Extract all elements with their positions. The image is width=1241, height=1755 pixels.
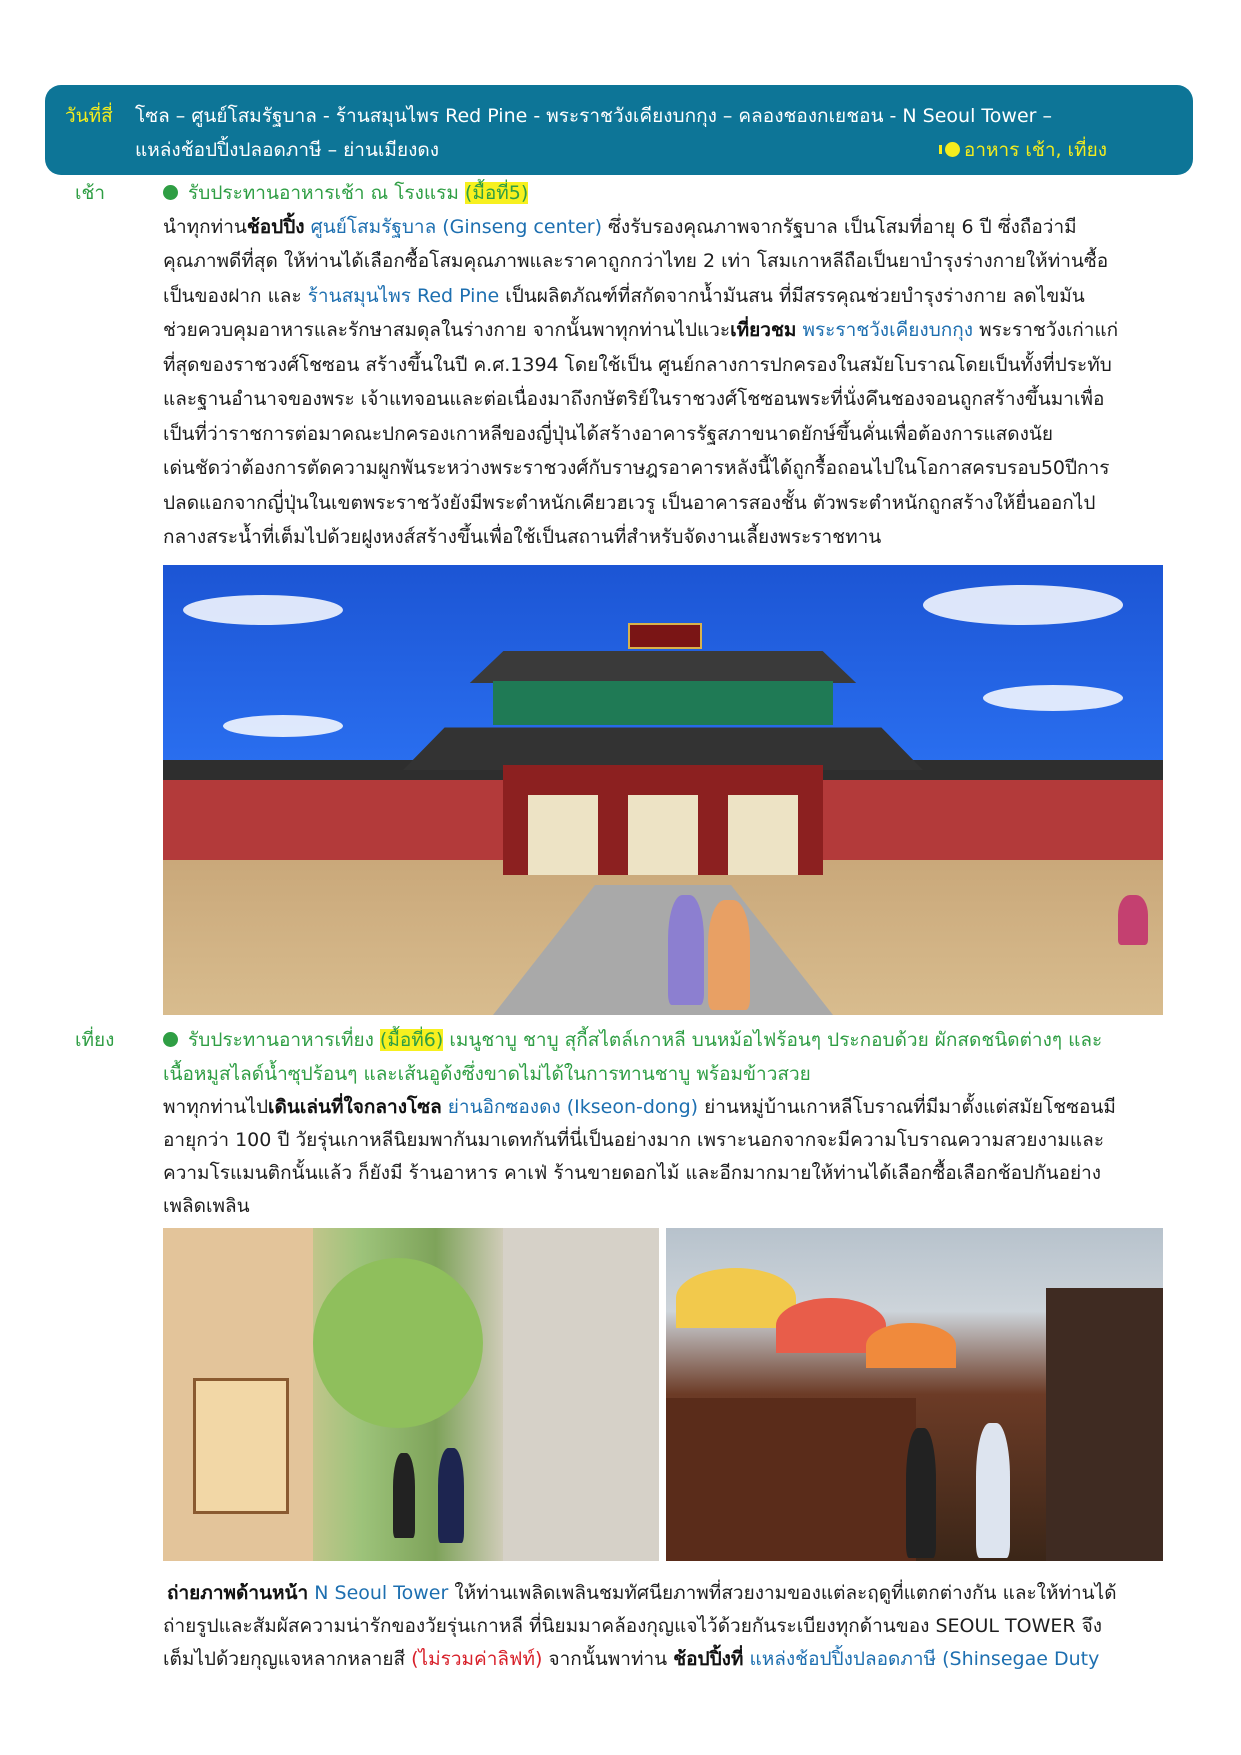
- meal-icon: [945, 142, 960, 157]
- paragraph-line: ที่สุดของราชวงศ์โชซอน สร้างขึ้นในปี ค.ศ.1394 โดยใช้เป็น ศูนย์กลางการปกครองในสมัยโบราณโดยเป็นทั้งที่ประทับ: [163, 354, 1112, 376]
- meal-icon: [163, 1032, 178, 1047]
- paragraph-line: เต็มไปด้วยกุญแจหลากหลายสี (ไม่รวมค่าลิฟท์) จากนั้นพาท่าน ช้อปปิ้งที่ แหล่งช้อปปิ้งปลอดภาษี (Shinsegae Duty: [163, 1648, 1100, 1670]
- meal-icon: [163, 185, 178, 200]
- duty-free-link: แหล่งช้อปปิ้งปลอดภาษี (Shinsegae Duty: [749, 1648, 1100, 1670]
- paragraph-line: เป็นที่ว่าราชการต่อมาคณะปกครองเกาหลีของญี่ปุ่นได้สร้างอาคารรัฐสภาขนาดยักษ์ขึ้นคั่นเพื่อต้องการแสดงนัย: [163, 423, 1053, 445]
- ginseng-center-link: ศูนย์โสมรัฐบาล (Ginseng center): [310, 216, 602, 238]
- paragraph-line: เป็นของฝาก และ ร้านสมุนไพร Red Pine เป็นผลิตภัณฑ์ที่สกัดจากน้ำมันสน ที่มีสรรคุณช่วยบำรุงร่างกาย ลดไขมัน: [163, 285, 1085, 307]
- paragraph-line: ถ่ายรูปและสัมผัสความน่ารักของวัยรุ่นเกาหลี ที่นิยมมาคล้องกุญแจไว้ด้วยกันระเบียงทุกด้านของ SEOUL TOWER จึง: [163, 1615, 1103, 1637]
- ikseon-dong-link: ย่านอิกซองดง (Ikseon-dong): [447, 1096, 699, 1118]
- lift-fee-note: (ไม่รวมค่าลิฟท์): [411, 1648, 543, 1670]
- paragraph-line: ความโรแมนติกนั้นแล้ว ก็ยังมี ร้านอาหาร คาเฟ่ ร้านขายดอกไม้ และอีกมากมายให้ท่านได้เลือกซื้อเลือกช้อปกันอย่าง: [163, 1162, 1102, 1184]
- meal-count-badge: (มื้อที่5): [464, 182, 529, 204]
- red-pine-link: ร้านสมุนไพร Red Pine: [307, 285, 500, 307]
- paragraph-line: และฐานอำนาจของพระ เจ้าแทจอนและต่อเนื่องมาถึงกษัตริย์ในราชวงศ์โชซอนพระที่นั่งคึนชองจอนถูกสร้างขึ้นมาเพื่อ: [163, 388, 1105, 410]
- n-seoul-tower-link: N Seoul Tower: [314, 1582, 449, 1604]
- paragraph-line: พาทุกท่านไปเดินเล่นที่ใจกลางโซล ย่านอิกซองดง (Ikseon-dong) ย่านหมู่บ้านเกาหลีโบราณที่มีมาตั้งแต่สมัยโชซอนมี: [163, 1096, 1116, 1118]
- paragraph-line: ปลดแอกจากญี่ปุ่นในเขตพระราชวังยังมีพระตำหนักเคียวฮเวรู เป็นอาคารสองชั้น ตัวพระตำหนักถูกสร้างให้ยื่นออกไป: [163, 492, 1096, 514]
- paragraph-line: กลางสระน้ำที่เต็มไปด้วยฝูงหงส์สร้างขึ้นเพื่อใช้เป็นสถานที่สำหรับจัดงานเลี้ยงพระราชทาน: [163, 526, 882, 548]
- lunch-text: รับประทานอาหารเที่ยง: [188, 1029, 374, 1051]
- paragraph-line: ถ่ายภาพด้านหน้า N Seoul Tower ให้ท่านเพลิดเพลินชมทัศนียภาพที่สวยงามของแต่ละฤดูที่แตกต่างกัน และให้ท่านได้: [167, 1582, 1117, 1604]
- meal-count-badge: (มื้อที่6): [379, 1029, 444, 1051]
- ikseon-dong-street-photo: [163, 1228, 659, 1561]
- route-line-2: แหล่งช้อปปิ้งปลอดภาษี – ย่านเมียงดง: [135, 139, 439, 161]
- day-label: วันที่สี่: [65, 105, 113, 127]
- gyeongbokgung-palace-photo: [163, 565, 1163, 1015]
- route-line-1: โซล – ศูนย์โสมรัฐบาล - ร้านสมุนไพร Red Pine - พระราชวังเคียงบกกุง – คลองชองกเยชอน - N Seoul Tower –: [135, 105, 1052, 127]
- lunch-line-2: เนื้อหมูสไลด์น้ำซุปร้อนๆ และเส้นอูด้งซึ่งขาดไม่ได้ในการทานชาบู พร้อมข้าวสวย: [163, 1063, 811, 1085]
- paragraph-line: ช่วยควบคุมอาหารและรักษาสมดุลในร่างกาย จากนั้นพาทุกท่านไปแวะเที่ยวชม พระราชวังเคียงบกกุง พระราชวังเก่าแก่: [163, 319, 1119, 341]
- ikseon-dong-market-photo: [666, 1228, 1163, 1561]
- paragraph-line: คุณภาพดีที่สุด ให้ท่านได้เลือกซื้อโสมคุณภาพและราคาถูกกว่าไทย 2 เท่า โสมเกาหลีถือเป็นยาบำรุงร่างกายให้ท่านซื้อ: [163, 250, 1109, 272]
- paragraph-line: เด่นชัดว่าต้องการตัดความผูกพันระหว่างพระราชวงศ์กับราษฎรอาคารหลังนี้ได้ถูกรื้อถอนไปในโอกาสครบรอบ50ปีการ: [163, 457, 1110, 479]
- morning-label: เช้า: [75, 182, 106, 204]
- breakfast-line: [163, 176, 1168, 210]
- paragraph-line: นำทุกท่านช้อปปิ้ง ศูนย์โสมรัฐบาล (Ginseng center) ซึ่งรับรองคุณภาพจากรัฐบาล เป็นโสมที่อายุ 6 ปี ซึ่งถือว่ามี: [163, 216, 1077, 238]
- paragraph-line: อายุกว่า 100 ปี วัยรุ่นเกาหลีนิยมพากันมาเดทกันที่นี่เป็นอย่างมาก เพราะนอกจากจะมีความโบราณความสวยงามและ: [163, 1129, 1105, 1151]
- day-header-banner: [45, 85, 1193, 175]
- palace-link: พระราชวังเคียงบกกุง: [802, 319, 974, 341]
- lunch-label: เที่ยง: [75, 1029, 115, 1051]
- lunch-menu-text: เมนูชาบู ชาบู สุกี้สไตล์เกาหลี บนหม้อไฟร้อนๆ ประกอบด้วย ผักสดชนิดต่างๆ และ: [443, 1029, 1103, 1051]
- paragraph-line: เพลิดเพลิน: [163, 1195, 250, 1217]
- meals-text: อาหาร เช้า, เที่ยง: [963, 139, 1107, 161]
- lunch-line: [163, 1023, 1168, 1057]
- meals-included: [945, 133, 1107, 167]
- breakfast-text: รับประทานอาหารเช้า ณ โรงแรม: [188, 182, 459, 204]
